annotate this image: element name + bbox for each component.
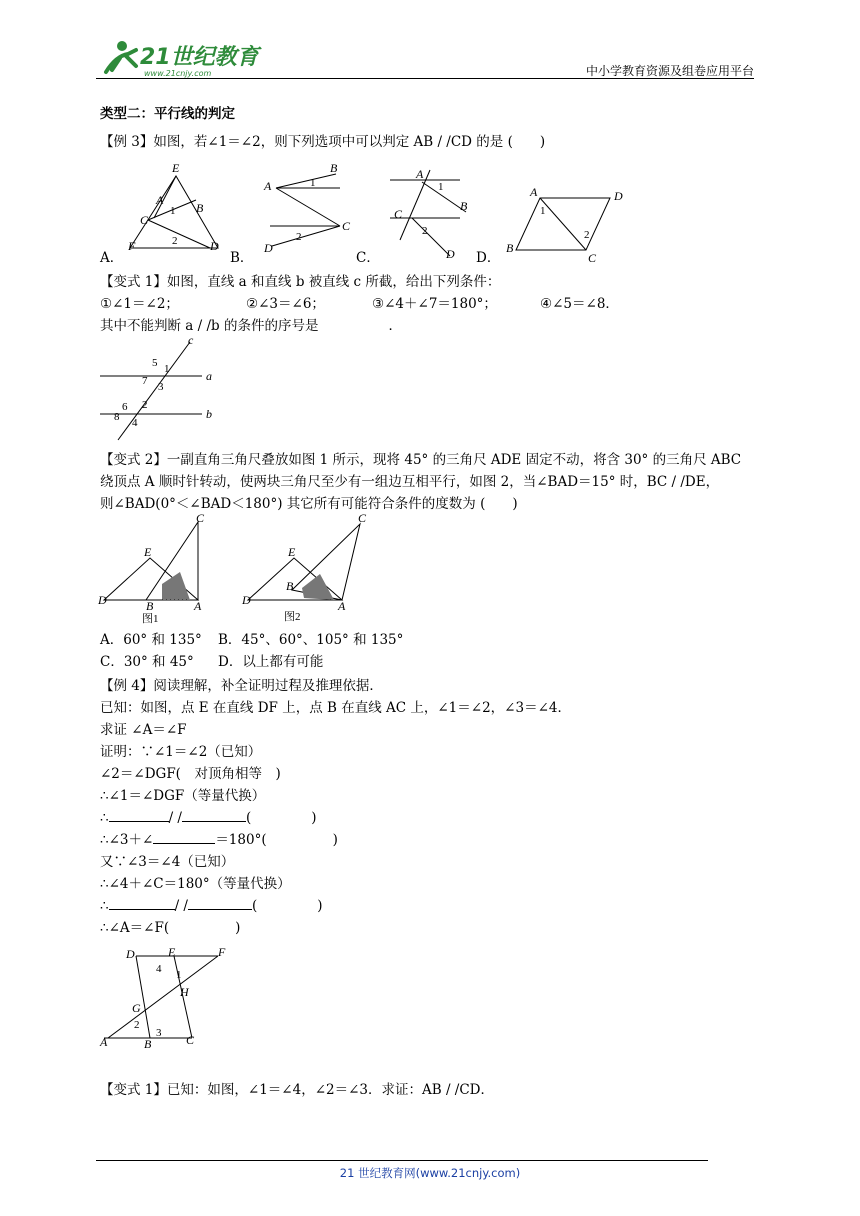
variation-1-stem: 【变式 1】如图，直线 a 和直线 b 被直线 c 所截，给出下列条件： bbox=[100, 274, 501, 290]
figure-c bbox=[390, 167, 468, 261]
svg-text:2: 2 bbox=[422, 225, 428, 237]
condition-2: ②∠3＝∠6； bbox=[246, 296, 325, 312]
svg-text:B: B bbox=[196, 201, 204, 215]
svg-text:E: E bbox=[288, 545, 296, 559]
svg-text:7: 7 bbox=[142, 375, 148, 387]
footer-link[interactable]: 21 世纪教育网(www.21cnjy.com) bbox=[339, 1166, 521, 1180]
variation-2-line-2: 绕顶点 A 顺时针转动，使两块三角尺至少有一组边互相平行，如图 2，当∠BAD＝15° 时，BC / /DE， bbox=[100, 474, 720, 490]
variation-2-option-c: C．30° 和 45° bbox=[100, 654, 194, 670]
proof-line-9: ∴∠A＝∠F( ) bbox=[100, 920, 241, 936]
svg-text:A: A bbox=[264, 179, 272, 193]
svg-text:2: 2 bbox=[584, 229, 590, 241]
blank-field[interactable] bbox=[109, 808, 169, 822]
variation-2-option-a: A．60° 和 135° bbox=[100, 632, 202, 648]
svg-text:a: a bbox=[206, 369, 212, 383]
proof-line-7: ∴∠4＋∠C＝180°（等量代换） bbox=[100, 876, 291, 892]
svg-text:F: F bbox=[128, 239, 136, 253]
proof-line-1: 证明：∵∠1＝∠2（已知） bbox=[100, 744, 262, 760]
svg-text:B: B bbox=[330, 161, 338, 175]
proof-line-3: ∴∠1＝∠DGF（等量代换） bbox=[100, 788, 266, 804]
svg-text:A: A bbox=[416, 167, 424, 181]
svg-text:A: A bbox=[194, 599, 202, 613]
svg-text:E: E bbox=[144, 545, 152, 559]
svg-text:E: E bbox=[172, 161, 180, 175]
svg-text:F: F bbox=[218, 945, 226, 959]
example-3-figures bbox=[100, 160, 660, 270]
svg-text:H: H bbox=[180, 985, 189, 999]
header-divider bbox=[96, 78, 754, 79]
svg-text:C: C bbox=[394, 207, 403, 221]
example-4-prove: 求证 ∠A＝∠F bbox=[100, 722, 187, 738]
svg-text:2: 2 bbox=[142, 399, 148, 411]
svg-text:4: 4 bbox=[132, 417, 138, 429]
svg-text:C: C bbox=[140, 213, 149, 227]
svg-text:C: C bbox=[358, 511, 367, 525]
svg-text:1: 1 bbox=[176, 969, 182, 981]
variation-2-line-3: 则∠BAD(0°＜∠BAD＜180°) 其它所有可能符合条件的度数为 ( ) bbox=[100, 496, 518, 512]
svg-text:D: D bbox=[126, 947, 135, 961]
svg-text:D: D bbox=[264, 241, 273, 255]
example-4-given: 已知：如图，点 E 在直线 DF 上，点 B 在直线 AC 上，∠1＝∠2，∠3＝∠4． bbox=[100, 700, 571, 716]
figure-1-triangles bbox=[97, 511, 205, 625]
variation-1-question: 其中不能判断 a / /b 的条件的序号是 ． bbox=[100, 318, 402, 334]
svg-text:B: B bbox=[144, 1037, 152, 1051]
proof-line-8: ∴ / / ( ) bbox=[100, 898, 323, 914]
svg-text:2: 2 bbox=[296, 231, 302, 243]
option-a: A． bbox=[100, 250, 124, 266]
figure-1-caption: 图1 bbox=[142, 613, 159, 625]
svg-text:3: 3 bbox=[158, 381, 164, 393]
svg-text:B: B bbox=[146, 599, 154, 613]
svg-text:C: C bbox=[196, 511, 205, 525]
svg-text:1: 1 bbox=[540, 205, 546, 217]
figure-2-triangles bbox=[241, 511, 367, 623]
svg-text:2: 2 bbox=[172, 235, 178, 247]
figure-d bbox=[506, 185, 623, 265]
svg-text:1: 1 bbox=[170, 205, 176, 217]
svg-text:5: 5 bbox=[152, 357, 158, 369]
example-4-intro: 【例 4】阅读理解，补全证明过程及推理依据． bbox=[100, 678, 383, 694]
condition-4: ④∠5＝∠8． bbox=[540, 296, 619, 312]
svg-text:C: C bbox=[342, 219, 351, 233]
condition-1: ①∠1＝∠2； bbox=[100, 296, 179, 312]
svg-text:D: D bbox=[614, 189, 623, 203]
example-3-stem: 【例 3】如图，若∠1＝∠2，则下列选项中可以判定 AB / /CD 的是 ( ) bbox=[100, 134, 546, 150]
svg-text:B: B bbox=[460, 199, 468, 213]
variation-1b-stem: 【变式 1】已知：如图，∠1＝∠4，∠2＝∠3．求证：AB / /CD． bbox=[100, 1082, 494, 1098]
svg-text:A: A bbox=[100, 1035, 108, 1049]
svg-text:D: D bbox=[446, 247, 455, 261]
svg-text:D: D bbox=[242, 593, 251, 607]
option-b: B． bbox=[230, 250, 254, 266]
svg-text:B: B bbox=[286, 579, 294, 593]
svg-text:C: C bbox=[588, 251, 597, 265]
header-platform-text: 中小学教育资源及组卷应用平台 bbox=[585, 64, 754, 78]
proof-line-2: ∠2＝∠DGF( 对顶角相等 ) bbox=[100, 766, 281, 782]
figure-b bbox=[263, 161, 351, 255]
svg-text:A: A bbox=[156, 193, 164, 207]
svg-text:b: b bbox=[206, 407, 212, 421]
svg-text:G: G bbox=[132, 1001, 141, 1015]
variation-2-option-b: B．45°、60°、105° 和 135° bbox=[218, 632, 404, 648]
svg-text:3: 3 bbox=[156, 1027, 162, 1039]
svg-text:2: 2 bbox=[134, 1019, 140, 1031]
figure-a bbox=[127, 161, 219, 253]
condition-3: ③∠4＋∠7＝180°； bbox=[372, 296, 497, 312]
blank-field[interactable] bbox=[153, 830, 215, 844]
blank-field[interactable] bbox=[188, 896, 252, 910]
variation-2-line-1: 【变式 2】一副直角三角尺叠放如图 1 所示，现将 45° 的三角尺 ADE 固定不动，将含 30° 的三角尺 ABC bbox=[100, 452, 742, 468]
svg-text:B: B bbox=[506, 241, 514, 255]
svg-text:D: D bbox=[210, 239, 219, 253]
example-3-diagrams bbox=[100, 160, 660, 266]
svg-text:A: A bbox=[530, 185, 538, 199]
figure-2-caption: 图2 bbox=[284, 611, 301, 623]
svg-text:c: c bbox=[188, 333, 194, 347]
proof-line-5: ∴∠3＋∠ ＝180°( ) bbox=[100, 832, 338, 848]
blank-field[interactable] bbox=[109, 896, 175, 910]
svg-text:6: 6 bbox=[122, 401, 128, 413]
svg-text:D: D bbox=[98, 593, 107, 607]
svg-text:8: 8 bbox=[114, 411, 120, 423]
blank-field[interactable] bbox=[182, 808, 246, 822]
svg-text:A: A bbox=[338, 599, 346, 613]
section-title: 类型二：平行线的判定 bbox=[100, 106, 235, 122]
svg-text:E: E bbox=[168, 945, 176, 959]
logo-text: 21世纪教育 bbox=[140, 45, 259, 70]
variation-1-figure bbox=[96, 333, 226, 446]
option-d: D． bbox=[476, 250, 501, 266]
site-logo bbox=[92, 36, 262, 80]
option-c: C． bbox=[356, 250, 380, 266]
svg-text:C: C bbox=[186, 1033, 195, 1047]
svg-text:1: 1 bbox=[310, 177, 316, 189]
variation-2-option-d: D．以上都有可能 bbox=[218, 654, 324, 670]
proof-line-6: 又∵∠3＝∠4（已知） bbox=[100, 854, 235, 870]
svg-text:4: 4 bbox=[156, 963, 162, 975]
proof-line-4: ∴ / / ( ) bbox=[100, 810, 317, 826]
svg-text:1: 1 bbox=[438, 181, 444, 193]
variation-2-figures bbox=[98, 511, 378, 632]
logo-subtext: www.21cnjy.com bbox=[144, 69, 212, 78]
example-4-figure bbox=[96, 946, 236, 1056]
svg-text:1: 1 bbox=[164, 363, 170, 375]
footer-divider bbox=[96, 1160, 708, 1161]
